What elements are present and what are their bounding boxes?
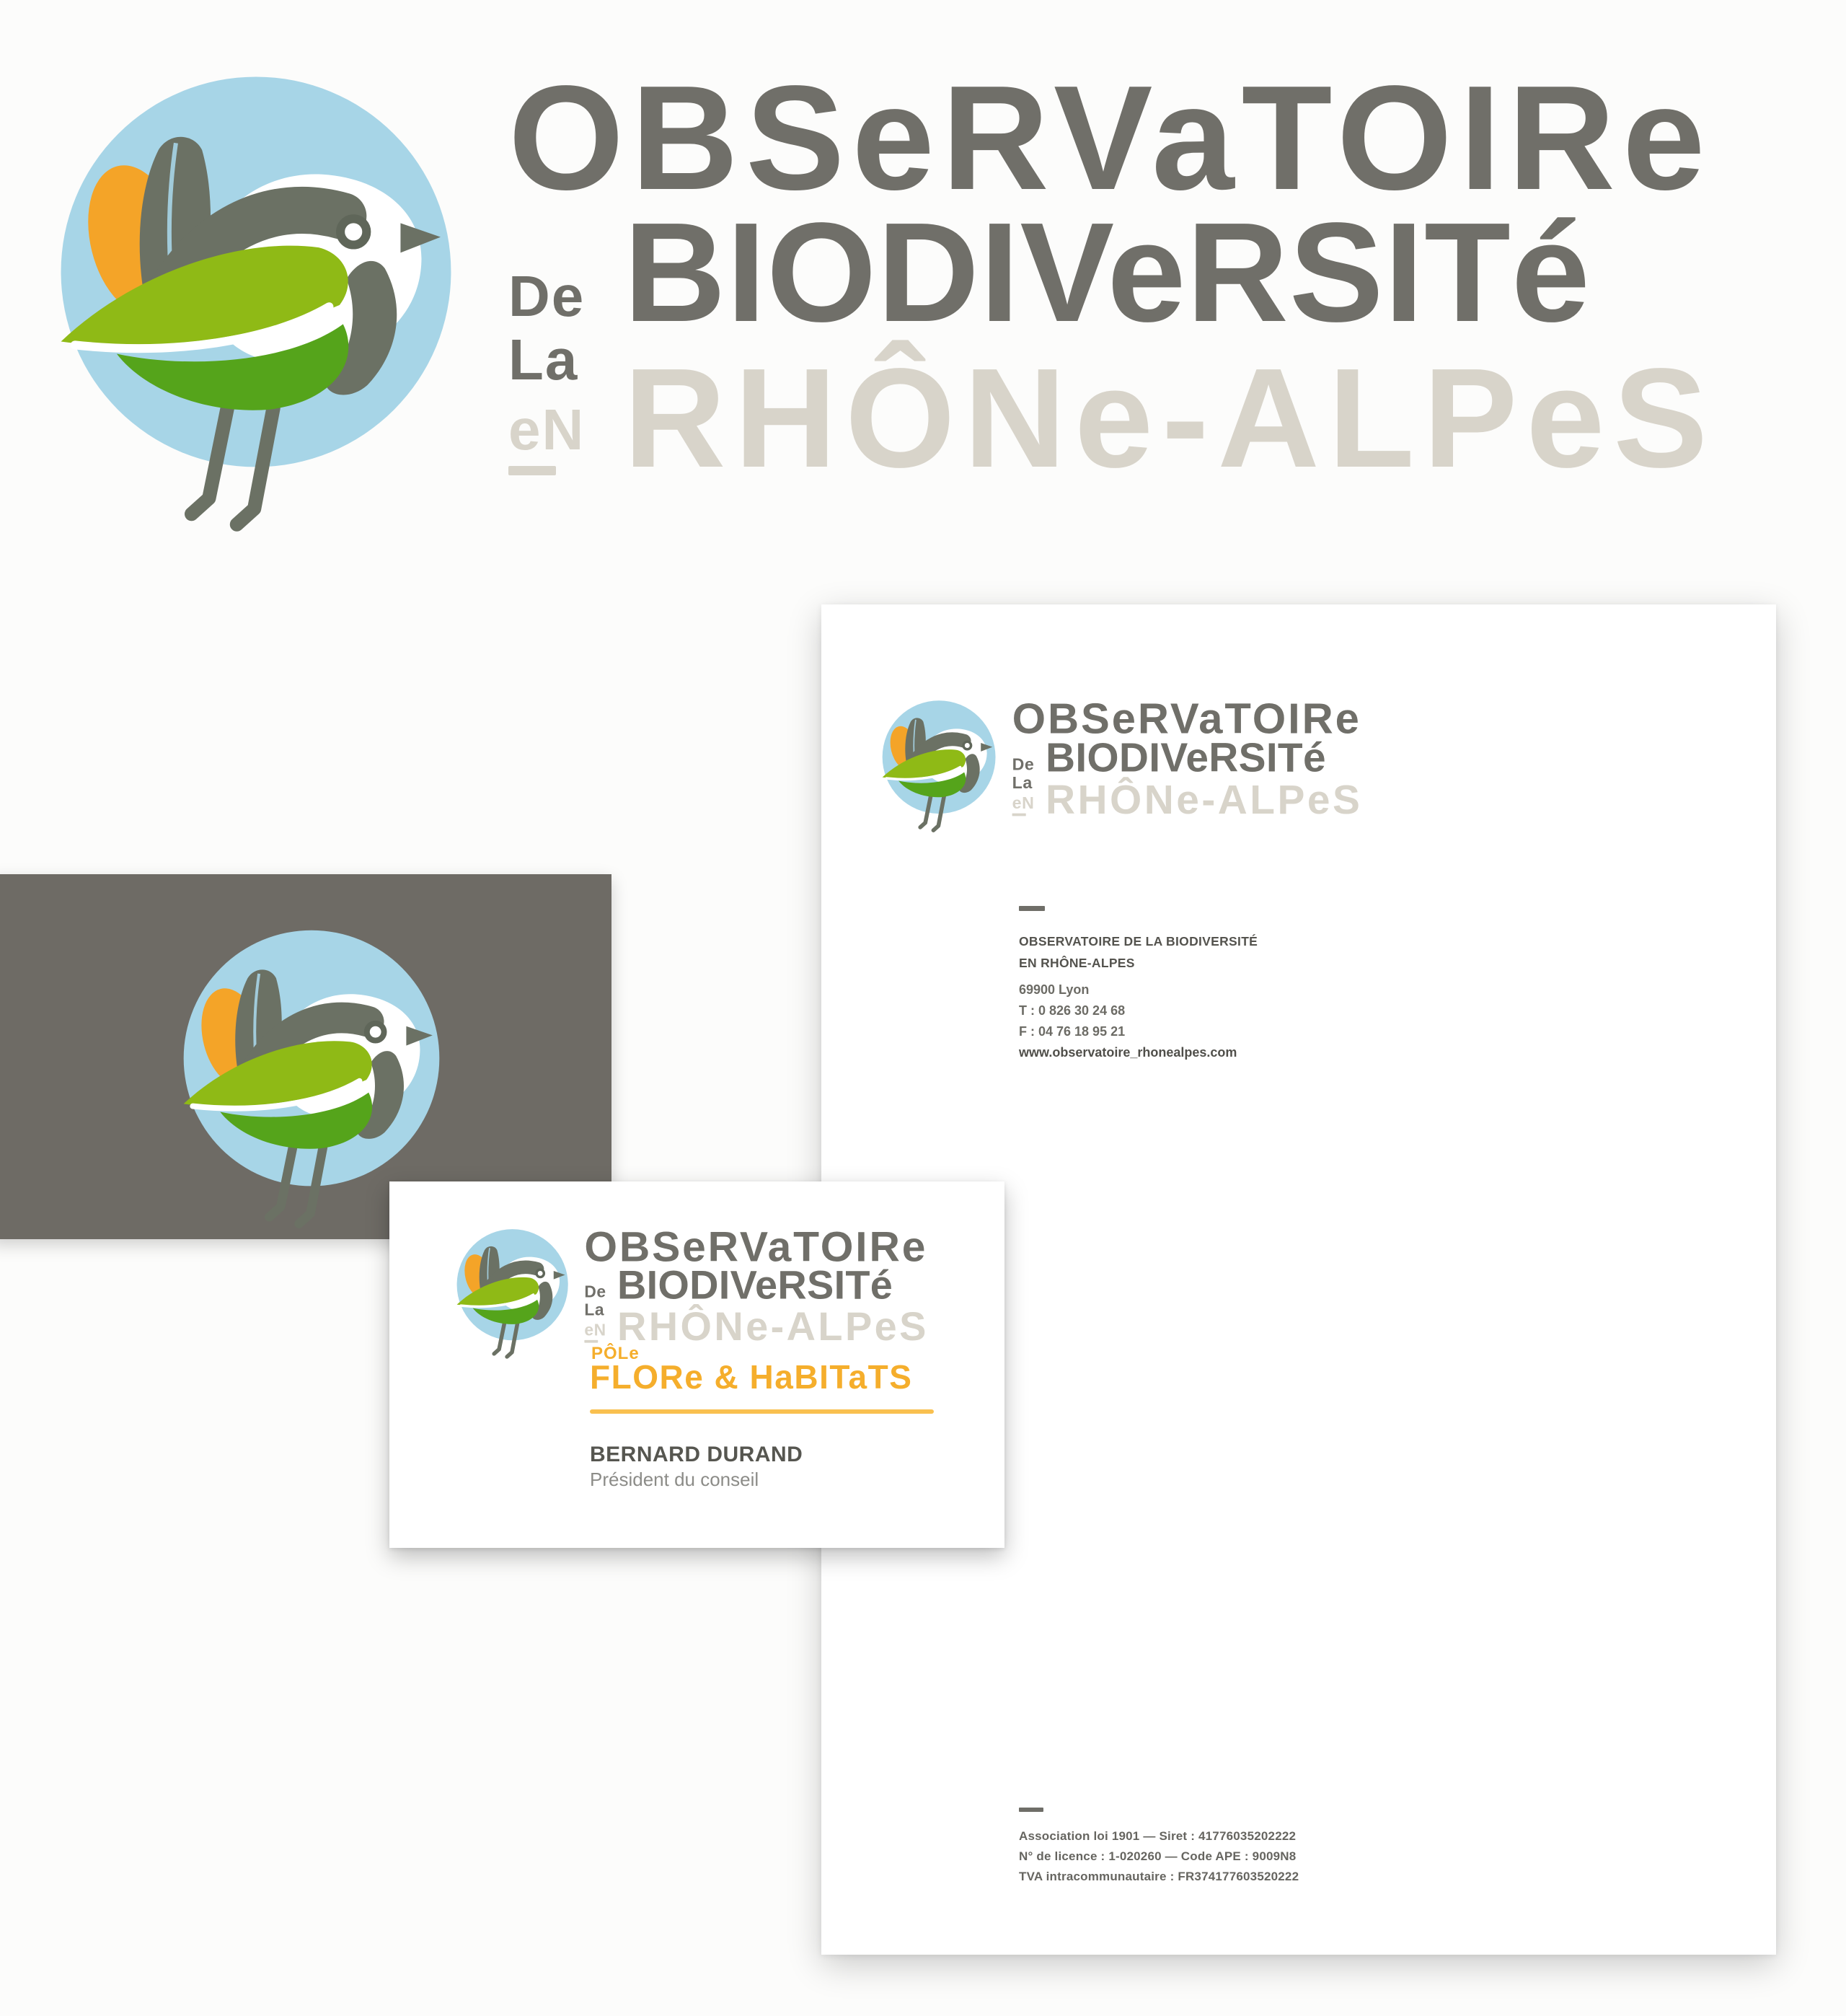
org-city: 69900 Lyon — [1019, 982, 1090, 997]
letterhead-contact-block — [1019, 980, 1237, 1063]
underscore-mark — [1012, 814, 1026, 816]
wordmark-rhone-alpes: RHÔNe-ALPeS — [624, 339, 1717, 497]
wordmark-en-label: eN — [508, 397, 586, 462]
person-title: Président du conseil — [590, 1469, 759, 1490]
letterhead-footer-block — [1019, 1826, 1299, 1887]
brand-lockup-letterhead — [878, 694, 1378, 835]
wordmark-en — [584, 1321, 617, 1342]
wordmark-en — [508, 398, 624, 475]
wordmark-observatoire: OBSeRVaTOIRe — [508, 55, 1713, 221]
wordmark-en-label: eN — [1012, 793, 1035, 812]
wren-bird-icon — [47, 66, 465, 537]
yellow-rule — [590, 1409, 934, 1414]
wordmark-de: De — [1012, 754, 1035, 774]
org-fax: F : 04 76 18 95 21 — [1019, 1024, 1126, 1039]
wordmark-biodiversite: BIODIVeRSITé — [624, 193, 1591, 351]
wordmark-observatoire: OBSeRVaTOIRe — [1012, 694, 1361, 743]
wordmark-observatoire: OBSeRVaTOIRe — [584, 1223, 928, 1270]
org-website: www.observatoire_rhonealpes.com — [1019, 1045, 1237, 1060]
wordmark-row-rhone-alpes — [508, 339, 1717, 497]
wordmark-la: La — [508, 327, 579, 392]
wordmark-la: La — [584, 1300, 605, 1319]
wordmark-biodiversite: BIODIVeRSITé — [617, 1262, 893, 1308]
footer-licence-ape: N° de licence : 1-020260 — Code APE : 9009N8 — [1019, 1849, 1297, 1863]
org-phone: T : 0 826 30 24 68 — [1019, 1003, 1126, 1018]
wren-bird-icon — [453, 1226, 572, 1360]
pole-label: PÔLe — [591, 1344, 640, 1363]
person-name: BERNARD DURAND — [590, 1443, 803, 1466]
underscore-mark — [584, 1340, 598, 1343]
wordmark-de: De — [508, 264, 586, 328]
wordmark-row-rhone-alpes — [584, 1303, 929, 1350]
brand-lockup-primary — [47, 55, 1770, 542]
wordmark-de: De — [584, 1282, 606, 1301]
letterhead-dash — [1019, 906, 1045, 911]
letterhead-footer-dash — [1019, 1808, 1043, 1812]
wordmark-la: La — [1012, 772, 1033, 792]
letterhead-org-block — [1019, 930, 1258, 974]
business-card — [389, 1181, 1004, 1548]
wren-bird-icon — [878, 697, 999, 834]
pole-name-flore-habitats: FLORe & HaBITaTS — [590, 1358, 913, 1396]
wordmark-biodiversite: BIODIVeRSITé — [1046, 734, 1326, 780]
org-name-line2: EN RHÔNE-ALPES — [1019, 956, 1135, 970]
wordmark-rhone-alpes: RHÔNe-ALPeS — [1046, 776, 1363, 823]
underscore-mark — [508, 466, 556, 475]
org-name-line1: OBSERVATOIRE DE LA BIODIVERSITÉ — [1019, 934, 1258, 948]
wordmark-en — [1012, 793, 1046, 816]
wordmark-en-label: eN — [584, 1320, 606, 1339]
footer-association-siret: Association loi 1901 — Siret : 41776035202222 — [1019, 1829, 1297, 1843]
wordmark-rhone-alpes: RHÔNe-ALPeS — [617, 1303, 929, 1350]
footer-tva: TVA intracommunautaire : FR374177603520222 — [1019, 1870, 1299, 1883]
brand-lockup-business-card — [453, 1223, 944, 1362]
wordmark-row-rhone-alpes — [1012, 776, 1363, 823]
